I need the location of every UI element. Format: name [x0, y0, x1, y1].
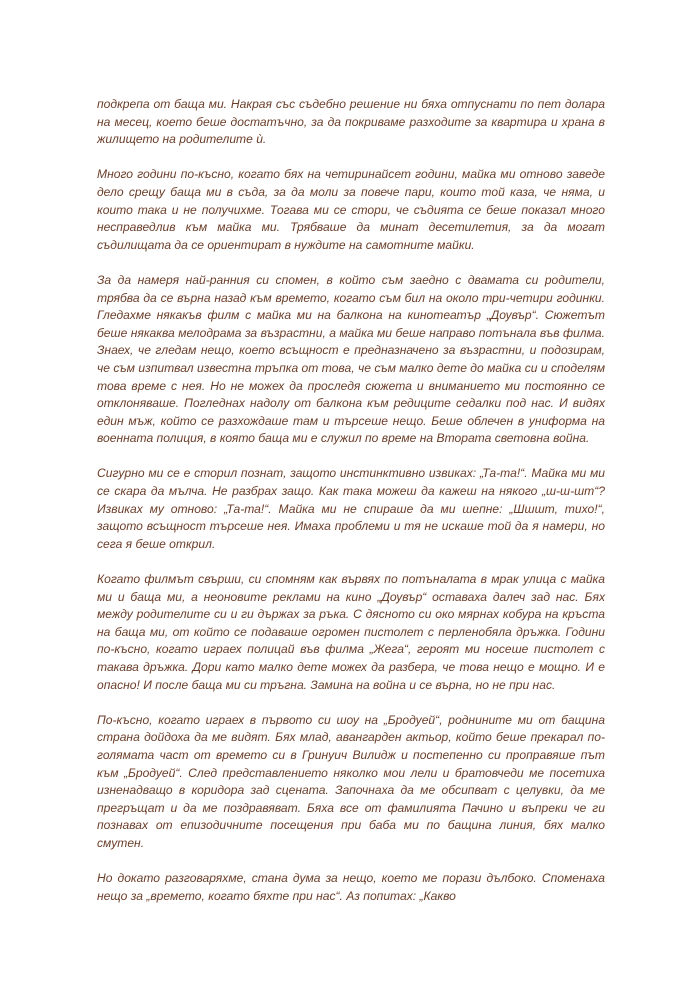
body-text [97, 96, 605, 923]
paragraph: По-късно, когато играех в първото си шоу на „Бродуей“, роднините ми от бащина страна дойдоха да ме видят. Бях млад, авангарден актьор, който беше прекарал по-голямата част от времето си в Гринуич Вилидж и постепенно си проправяше път към „Бродуей“. След представлението няколко мои лели и братовчеди ме посетиха изненадващо в коридора зад сцената. Започнаха да ме обсипват с целувки, да ме прегръщат и да ме поздравяват. Бяха все от фамилията Пачино и въпреки че ги познавах от епизодичните посещения при баба ми по бащина линия, бях малко смутен. [97, 712, 605, 850]
paragraph: подкрепа от баща ми. Накрая със съдебно решение ни бяха отпуснати по пет долара на месец, което беше достатъчно, за да покриваме разходите за квартира и храна в жилището на родителите ѝ. [97, 97, 605, 147]
paragraph: За да намеря най-ранния си спомен, в който съм заедно с двамата си родители, трябва да се върна назад към времето, когато съм бил на около три-четири годинки. Гледахме някакъв филм с майка ми на балкона на кинотеатър „Доувър“. Сюжетът беше някаква мелодрама за възрастни, а майка ми беше направо потънала във филма. Знаех, че гледам нещо, което всъщност е предназначено за възрастни, и подозирам, че съм изпитвал известна тръпка от това, че съм малко дете до майка си и споделям това време с нея. Но не можех да проследя сюжета и вниманието ми постоянно се отклоняваше. Погледнах надолу от балкона към редиците седалки под нас. И видях един мъж, който се разхождаше там и търсеше нещо. Беше облечен в униформа на военната полиция, в която баща ми е служил по време на Втората световна война. [97, 272, 605, 446]
paragraph: Но докато разговаряхме, стана дума за нещо, което ме порази дълбоко. Споменаха нещо за „времето, когато бяхте при нас“. Аз попитах: „Какво [97, 871, 605, 903]
paragraph: Сигурно ми се е сторил познат, защото инстинктивно извиках: „Та-та!“. Майка ми ми се скара да мълча. Не разбрах защо. Как така можеш да кажеш на някого „ш-ш-шт“? Извиках му отново: „Та-та!“. Майка ми не спираше да ми шепне: „Шшшт, тихо!“, защото всъщност търсеше нея. Имаха проблеми и тя не искаше той да я намери, но сега я беше открил. [97, 466, 605, 551]
paragraph: Когато филмът свърши, си спомням как вървях по потъналата в мрак улица с майка ми и баща ми, а неоновите реклами на кино „Доувър“ оставаха далеч зад нас. Бях между родителите си и ги държах за ръка. С дясното си око мярнах кобура на кръста на баща ми, от който се подаваше огромен пистолет с перленобяла дръжка. Години по-късно, когато играех полицай във филма „Жега“, героят ми носеше пистолет с такава дръжка. Дори като малко дете можех да разбера, че това нещо е мощно. И е опасно! И после баща ми си тръгна. Замина на война и се върна, но не при нас. [97, 572, 605, 692]
paragraph: Много години по-късно, когато бях на четиринайсет години, майка ми отново заведе дело срещу баща ми в съда, за да моли за повече пари, които той каза, че няма, и които така и не получихме. Тогава ми се стори, че съдията се беше показал много несправедлив към майка ми. Трябваше да минат десетилетия, за да могат съдилищата да се ориентират в нуждите на самотните майки. [97, 167, 605, 252]
